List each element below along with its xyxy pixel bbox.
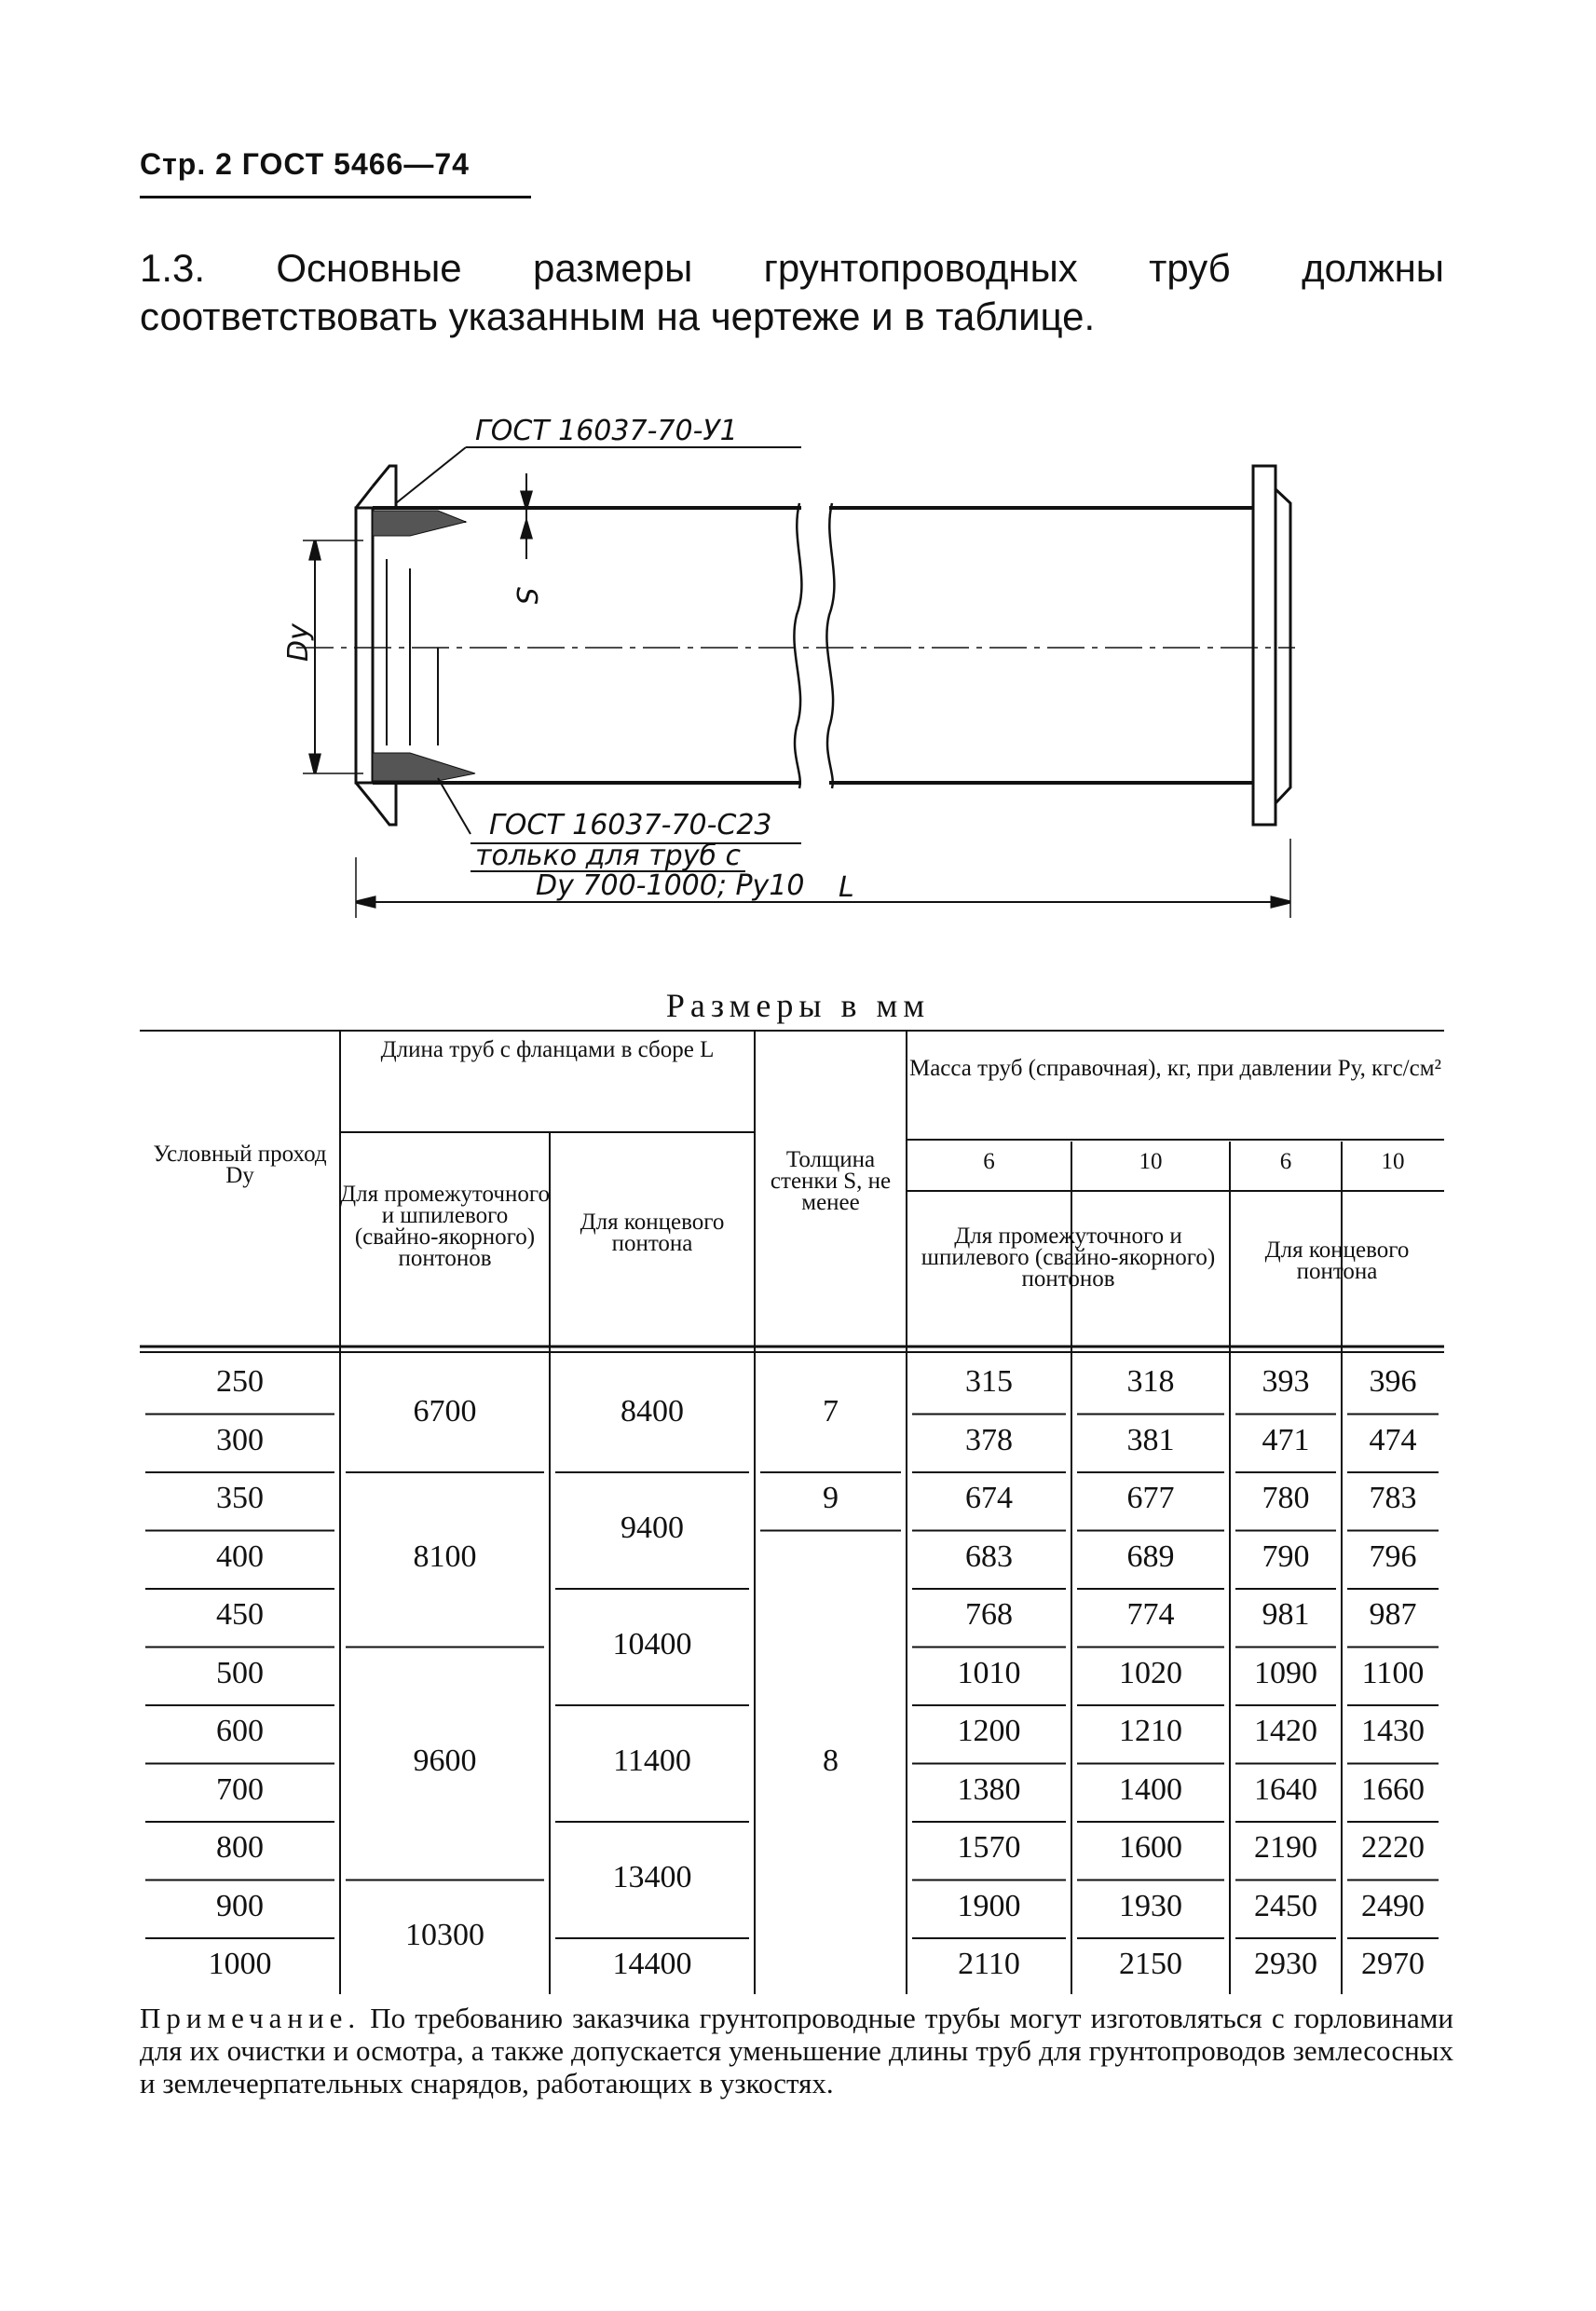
cell-mass_end_10-10: 2970 bbox=[1361, 1947, 1425, 1982]
cell-mass_end_6-3: 790 bbox=[1262, 1538, 1310, 1574]
header-p10-end: 10 bbox=[1381, 1149, 1405, 1174]
cell-mass_int_10-8: 1600 bbox=[1119, 1830, 1182, 1866]
cell-len-end-1: 9400 bbox=[621, 1510, 684, 1545]
drawing-label-bottom-1: ГОСТ 16037-70-С23 bbox=[489, 809, 772, 841]
cell-mass_int_6-10: 2110 bbox=[958, 1947, 1020, 1982]
cell-thickness-0: 7 bbox=[823, 1393, 839, 1429]
cell-mass_int_10-10: 2150 bbox=[1119, 1947, 1182, 1982]
cell-mass_end_6-7: 1640 bbox=[1254, 1771, 1317, 1807]
cell-mass_int_10-7: 1400 bbox=[1119, 1771, 1182, 1807]
cell-mass_end_10-2: 783 bbox=[1369, 1481, 1417, 1516]
cell-mass_end_10-1: 474 bbox=[1369, 1422, 1417, 1457]
cell-dn-9: 900 bbox=[216, 1888, 264, 1923]
cell-mass_int_6-0: 315 bbox=[965, 1364, 1013, 1400]
cell-dn-5: 500 bbox=[216, 1655, 264, 1690]
drawing-label-Dy: Dу bbox=[282, 623, 315, 662]
header-thickness: Толщина стенки S, не менее bbox=[770, 1147, 892, 1215]
header-mass-end: Для концевого понтона bbox=[1264, 1238, 1410, 1284]
cell-mass_end_10-9: 2490 bbox=[1361, 1888, 1425, 1923]
cell-len-end-3: 11400 bbox=[613, 1743, 691, 1778]
cell-mass_end_6-0: 393 bbox=[1262, 1364, 1310, 1400]
cell-mass_int_10-9: 1930 bbox=[1119, 1888, 1182, 1923]
cell-thickness-2: 8 bbox=[823, 1743, 839, 1778]
cell-mass_int_6-3: 683 bbox=[965, 1538, 1013, 1574]
cell-mass_end_10-4: 987 bbox=[1369, 1597, 1417, 1633]
cell-dn-6: 600 bbox=[216, 1714, 264, 1749]
cell-dn-4: 450 bbox=[216, 1597, 264, 1633]
cell-dn-7: 700 bbox=[216, 1771, 264, 1807]
cell-dn-2: 350 bbox=[216, 1481, 264, 1516]
drawing-label-bottom-3: Dу 700-1000; Pу10 bbox=[536, 869, 805, 902]
header-mass-group: Масса труб (справочная), кг, при давлении Pу, кгс/см² bbox=[908, 1056, 1442, 1081]
cell-len-end-2: 10400 bbox=[612, 1626, 692, 1661]
cell-mass_int_6-5: 1010 bbox=[957, 1655, 1021, 1690]
cell-len-end-4: 13400 bbox=[612, 1859, 692, 1894]
cell-mass_end_6-1: 471 bbox=[1262, 1422, 1310, 1457]
header-p6-intermediate: 6 bbox=[983, 1149, 995, 1174]
cell-len-intermediate-3: 10300 bbox=[405, 1918, 484, 1952]
cell-mass_end_10-8: 2220 bbox=[1361, 1830, 1425, 1866]
cell-dn-8: 800 bbox=[216, 1830, 264, 1866]
cell-len-end-0: 8400 bbox=[621, 1393, 684, 1429]
cell-mass_int_6-6: 1200 bbox=[957, 1714, 1021, 1749]
cell-dn-3: 400 bbox=[216, 1538, 264, 1574]
pipe-drawing bbox=[0, 0, 1596, 932]
note bbox=[140, 2002, 1453, 2099]
cell-mass_end_10-3: 796 bbox=[1369, 1538, 1417, 1574]
header-p10-intermediate: 10 bbox=[1139, 1149, 1163, 1174]
cell-len-end-5: 14400 bbox=[612, 1947, 692, 1982]
page-header: Стр. 2 ГОСТ 5466—74 bbox=[140, 147, 470, 181]
drawing-label-bottom-2: только для труб с bbox=[475, 840, 741, 872]
cell-mass_int_6-2: 674 bbox=[965, 1481, 1013, 1516]
drawing-label-L: L bbox=[839, 871, 854, 904]
cell-mass_end_10-6: 1430 bbox=[1361, 1714, 1425, 1749]
cell-mass_end_6-2: 780 bbox=[1262, 1481, 1310, 1516]
cell-mass_int_10-2: 677 bbox=[1126, 1481, 1175, 1516]
cell-dn-0: 250 bbox=[216, 1364, 264, 1400]
header-len-intermediate: Для промежуточного и шпилевого (свайно-якорного) понтонов bbox=[340, 1182, 550, 1271]
table-caption: Размеры в мм bbox=[665, 987, 931, 1024]
drawing-label-top: ГОСТ 16037-70-У1 bbox=[475, 415, 738, 447]
cell-mass_int_10-1: 381 bbox=[1126, 1422, 1175, 1457]
dimensions-table bbox=[140, 1030, 1444, 2003]
cell-mass_end_6-4: 981 bbox=[1262, 1597, 1310, 1633]
cell-mass_end_10-5: 1100 bbox=[1361, 1655, 1425, 1690]
header-mass-intermediate: Для промежуточного и шпилевого (свайно-якорного) понтонов bbox=[921, 1224, 1216, 1292]
cell-mass_int_10-0: 318 bbox=[1126, 1364, 1175, 1400]
cell-mass_int_6-1: 378 bbox=[965, 1422, 1013, 1457]
header-len-end: Для концевого понтона bbox=[580, 1210, 725, 1256]
cell-mass_end_6-5: 1090 bbox=[1254, 1655, 1317, 1690]
cell-mass_end_10-0: 396 bbox=[1369, 1364, 1417, 1400]
cell-mass_int_6-4: 768 bbox=[965, 1597, 1013, 1633]
header-length-group: Длина труб с фланцами в сборе L bbox=[380, 1037, 715, 1062]
header-p6-end: 6 bbox=[1279, 1149, 1292, 1174]
cell-len-intermediate-0: 6700 bbox=[413, 1393, 477, 1429]
drawing-label-S: S bbox=[510, 587, 542, 606]
cell-mass_end_6-6: 1420 bbox=[1254, 1714, 1317, 1749]
cell-len-intermediate-2: 9600 bbox=[413, 1743, 477, 1778]
cell-thickness-1: 9 bbox=[823, 1481, 839, 1516]
cell-mass_end_6-10: 2930 bbox=[1254, 1947, 1317, 1982]
cell-mass_end_10-7: 1660 bbox=[1361, 1771, 1425, 1807]
cell-dn-10: 1000 bbox=[208, 1947, 272, 1982]
cell-mass_int_10-3: 689 bbox=[1126, 1538, 1175, 1574]
cell-mass_int_6-7: 1380 bbox=[957, 1771, 1021, 1807]
cell-mass_int_6-8: 1570 bbox=[957, 1830, 1021, 1866]
note-lead: Примечание. bbox=[140, 2002, 361, 2034]
intro-paragraph: 1.3. Основные размеры грунтопроводных труб должны соответствовать указанным на чертеже и в таблице. bbox=[140, 246, 1444, 338]
cell-dn-1: 300 bbox=[216, 1422, 264, 1457]
cell-mass_end_6-9: 2450 bbox=[1254, 1888, 1317, 1923]
cell-mass_int_10-5: 1020 bbox=[1119, 1655, 1182, 1690]
cell-mass_int_6-9: 1900 bbox=[957, 1888, 1021, 1923]
cell-mass_end_6-8: 2190 bbox=[1254, 1830, 1317, 1866]
note-text: По требованию заказчика грунтопроводные трубы могут изготовляться с горловинами для их очистки и осмотра, а также допускается уменьшение длины труб для грунтопроводов землесосных и землечерпательных снарядов, работающих в узкостях. bbox=[140, 2002, 1454, 2099]
cell-mass_int_10-4: 774 bbox=[1126, 1597, 1175, 1633]
header-nominal: Условный проход Dу bbox=[153, 1142, 327, 1188]
cell-mass_int_10-6: 1210 bbox=[1119, 1714, 1182, 1749]
cell-len-intermediate-1: 8100 bbox=[413, 1538, 477, 1574]
